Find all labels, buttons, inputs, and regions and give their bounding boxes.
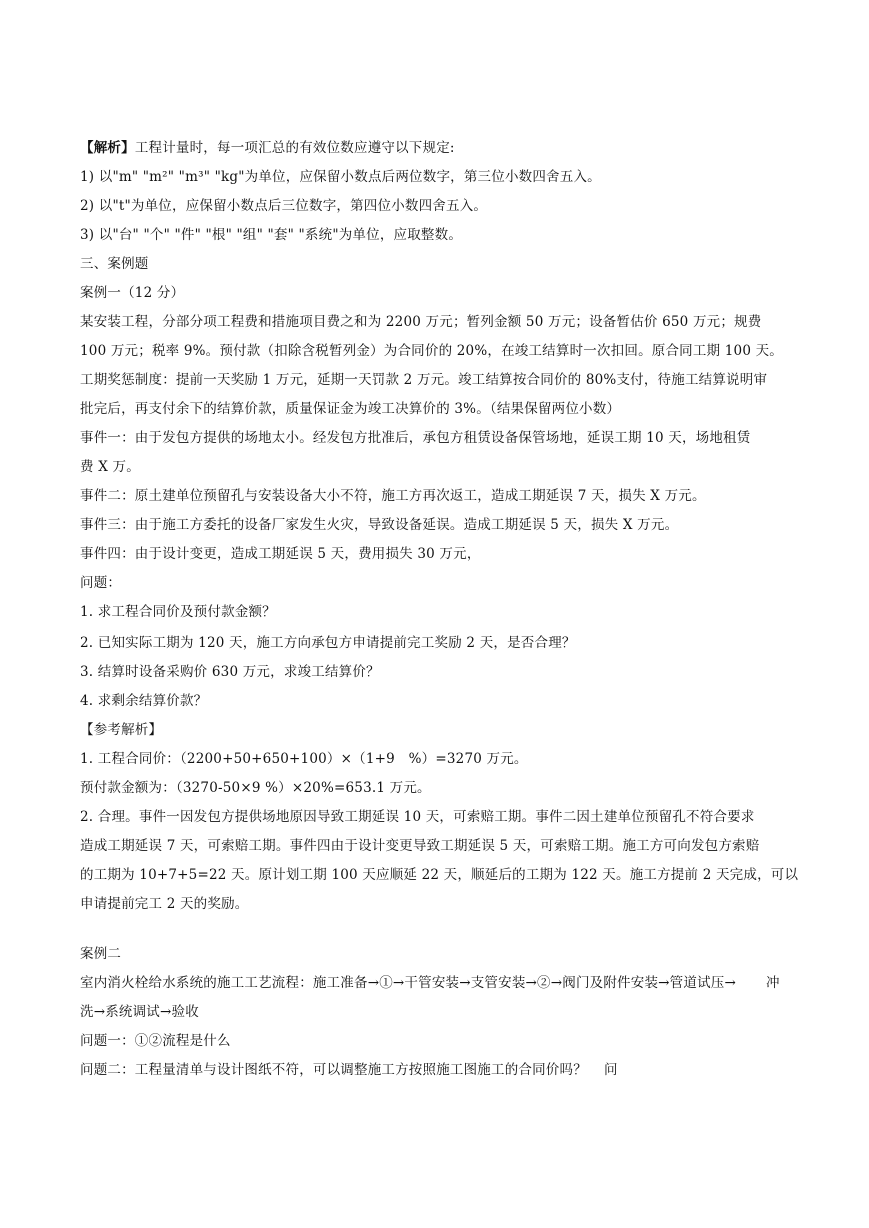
answer-line: 申请提前完工 2 天的奖励。 bbox=[80, 896, 249, 912]
case1-question: 2. 已知实际工期为 120 天，施工方向承包方申请提前完工奖励 2 天，是否合理？ bbox=[80, 635, 576, 651]
case1-event-line: 事件三：由于施工方委托的设备厂家发生火灾，导致设备延误。造成工期延误 5 天，损失 X 万元。 bbox=[80, 517, 679, 533]
case1-event-line: 事件一：由于发包方提供的场地太小。经发包方批准后，承包方租赁设备保管场地，延误工期 10 天，场地租赁 bbox=[80, 430, 751, 446]
case1-description-line: 批完后，再支付余下的结算价款，质量保证金为竣工决算价的 3%。（结果保留两位小数） bbox=[80, 401, 621, 417]
analysis-intro-line bbox=[80, 138, 455, 158]
section-title: 三、案例题 bbox=[80, 256, 149, 272]
answer-line: 的工期为 10+7+5=22 天。原计划工期 100 天应顺延 22 天，顺延后的工期为 122 天。施工方提前 2 天完成，可以 bbox=[80, 867, 799, 883]
case1-question: 4. 求剩余结算价款？ bbox=[80, 693, 208, 709]
answer-line: 预付款金额为：（3270-50×9 %）×20%=653.1 万元。 bbox=[80, 780, 431, 796]
answer-line: 2. 合理。事件一因发包方提供场地原因导致工期延误 10 天，可索赔工期。事件二因土建单位预留孔不符合要求 bbox=[80, 809, 755, 825]
analysis-rule: 2) 以"t"为单位，应保留小数点后三位数字，第四位小数四舍五入。 bbox=[80, 198, 488, 214]
case1-description-line: 工期奖惩制度：提前一天奖励 1 万元，延期一天罚款 2 万元。竣工结算按合同价的 80%支付，待施工结算说明审 bbox=[80, 372, 768, 388]
case2-flow-line: 室内消火栓给水系统的施工工艺流程：施工准备→①→干管安装→支管安装→②→阀门及附件安装→管道试压→ bbox=[80, 975, 736, 991]
case2-question: 问题二：工程量清单与设计图纸不符，可以调整施工方按照施工图施工的合同价吗？ bbox=[80, 1062, 587, 1078]
case1-event-line: 事件二：原土建单位预留孔与安装设备大小不符，施工方再次返工，造成工期延误 7 天，损失 X 万元。 bbox=[80, 488, 706, 504]
analysis-intro: 工程计量时，每一项汇总的有效位数应遵守以下规定: bbox=[134, 140, 455, 156]
analysis-rule: 1) 以"m" "m²" "m³" "kg"为单位，应保留小数点后两位数字，第三位小数四舍五入。 bbox=[80, 169, 601, 185]
case1-question: 1. 求工程合同价及预付款金额？ bbox=[80, 604, 276, 620]
answer-line: 造成工期延误 7 天，可索赔工期。事件四由于设计变更导致工期延误 5 天，可索赔工期。施工方可向发包方索赔 bbox=[80, 838, 760, 854]
case2-question: 问题一：①②流程是什么 bbox=[80, 1033, 231, 1049]
case2-flow-line-tail: 冲 bbox=[766, 975, 780, 991]
analysis-rule: 3) 以"台" "个" "件" "根" "组" "套" "系统"为单位，应取整数。 bbox=[80, 227, 463, 243]
analysis-heading: 【解析】 bbox=[80, 140, 135, 156]
answer-line: 1. 工程合同价：（2200+50+650+100）×（1+9 %）=3270 万元。 bbox=[80, 751, 528, 767]
case1-question: 3. 结算时设备采购价 630 万元，求竣工结算价？ bbox=[80, 664, 380, 680]
case2-question-tail: 问 bbox=[604, 1062, 618, 1078]
case2-title: 案例二 bbox=[80, 946, 122, 962]
case1-event-line: 事件四：由于设计变更，造成工期延误 5 天，费用损失 30 万元， bbox=[80, 546, 481, 562]
case1-questions-label: 问题： bbox=[80, 575, 122, 591]
case1-description-line: 某安装工程，分部分项工程费和措施项目费之和为 2200 万元；暂列金额 50 万元；设备暂估价 650 万元；规费 bbox=[80, 314, 762, 330]
case1-description-line: 100 万元；税率 9%。预付款（扣除含税暂列金）为合同价的 20%，在竣工结算时一次扣回。原合同工期 100 天。 bbox=[80, 343, 784, 359]
case2-flow-line: 洗→系统调试→验收 bbox=[80, 1004, 199, 1020]
reference-heading: 【参考解析】 bbox=[80, 722, 163, 738]
case1-title: 案例一（12 分） bbox=[80, 285, 185, 301]
case1-event-line: 费 X 万。 bbox=[80, 459, 140, 475]
